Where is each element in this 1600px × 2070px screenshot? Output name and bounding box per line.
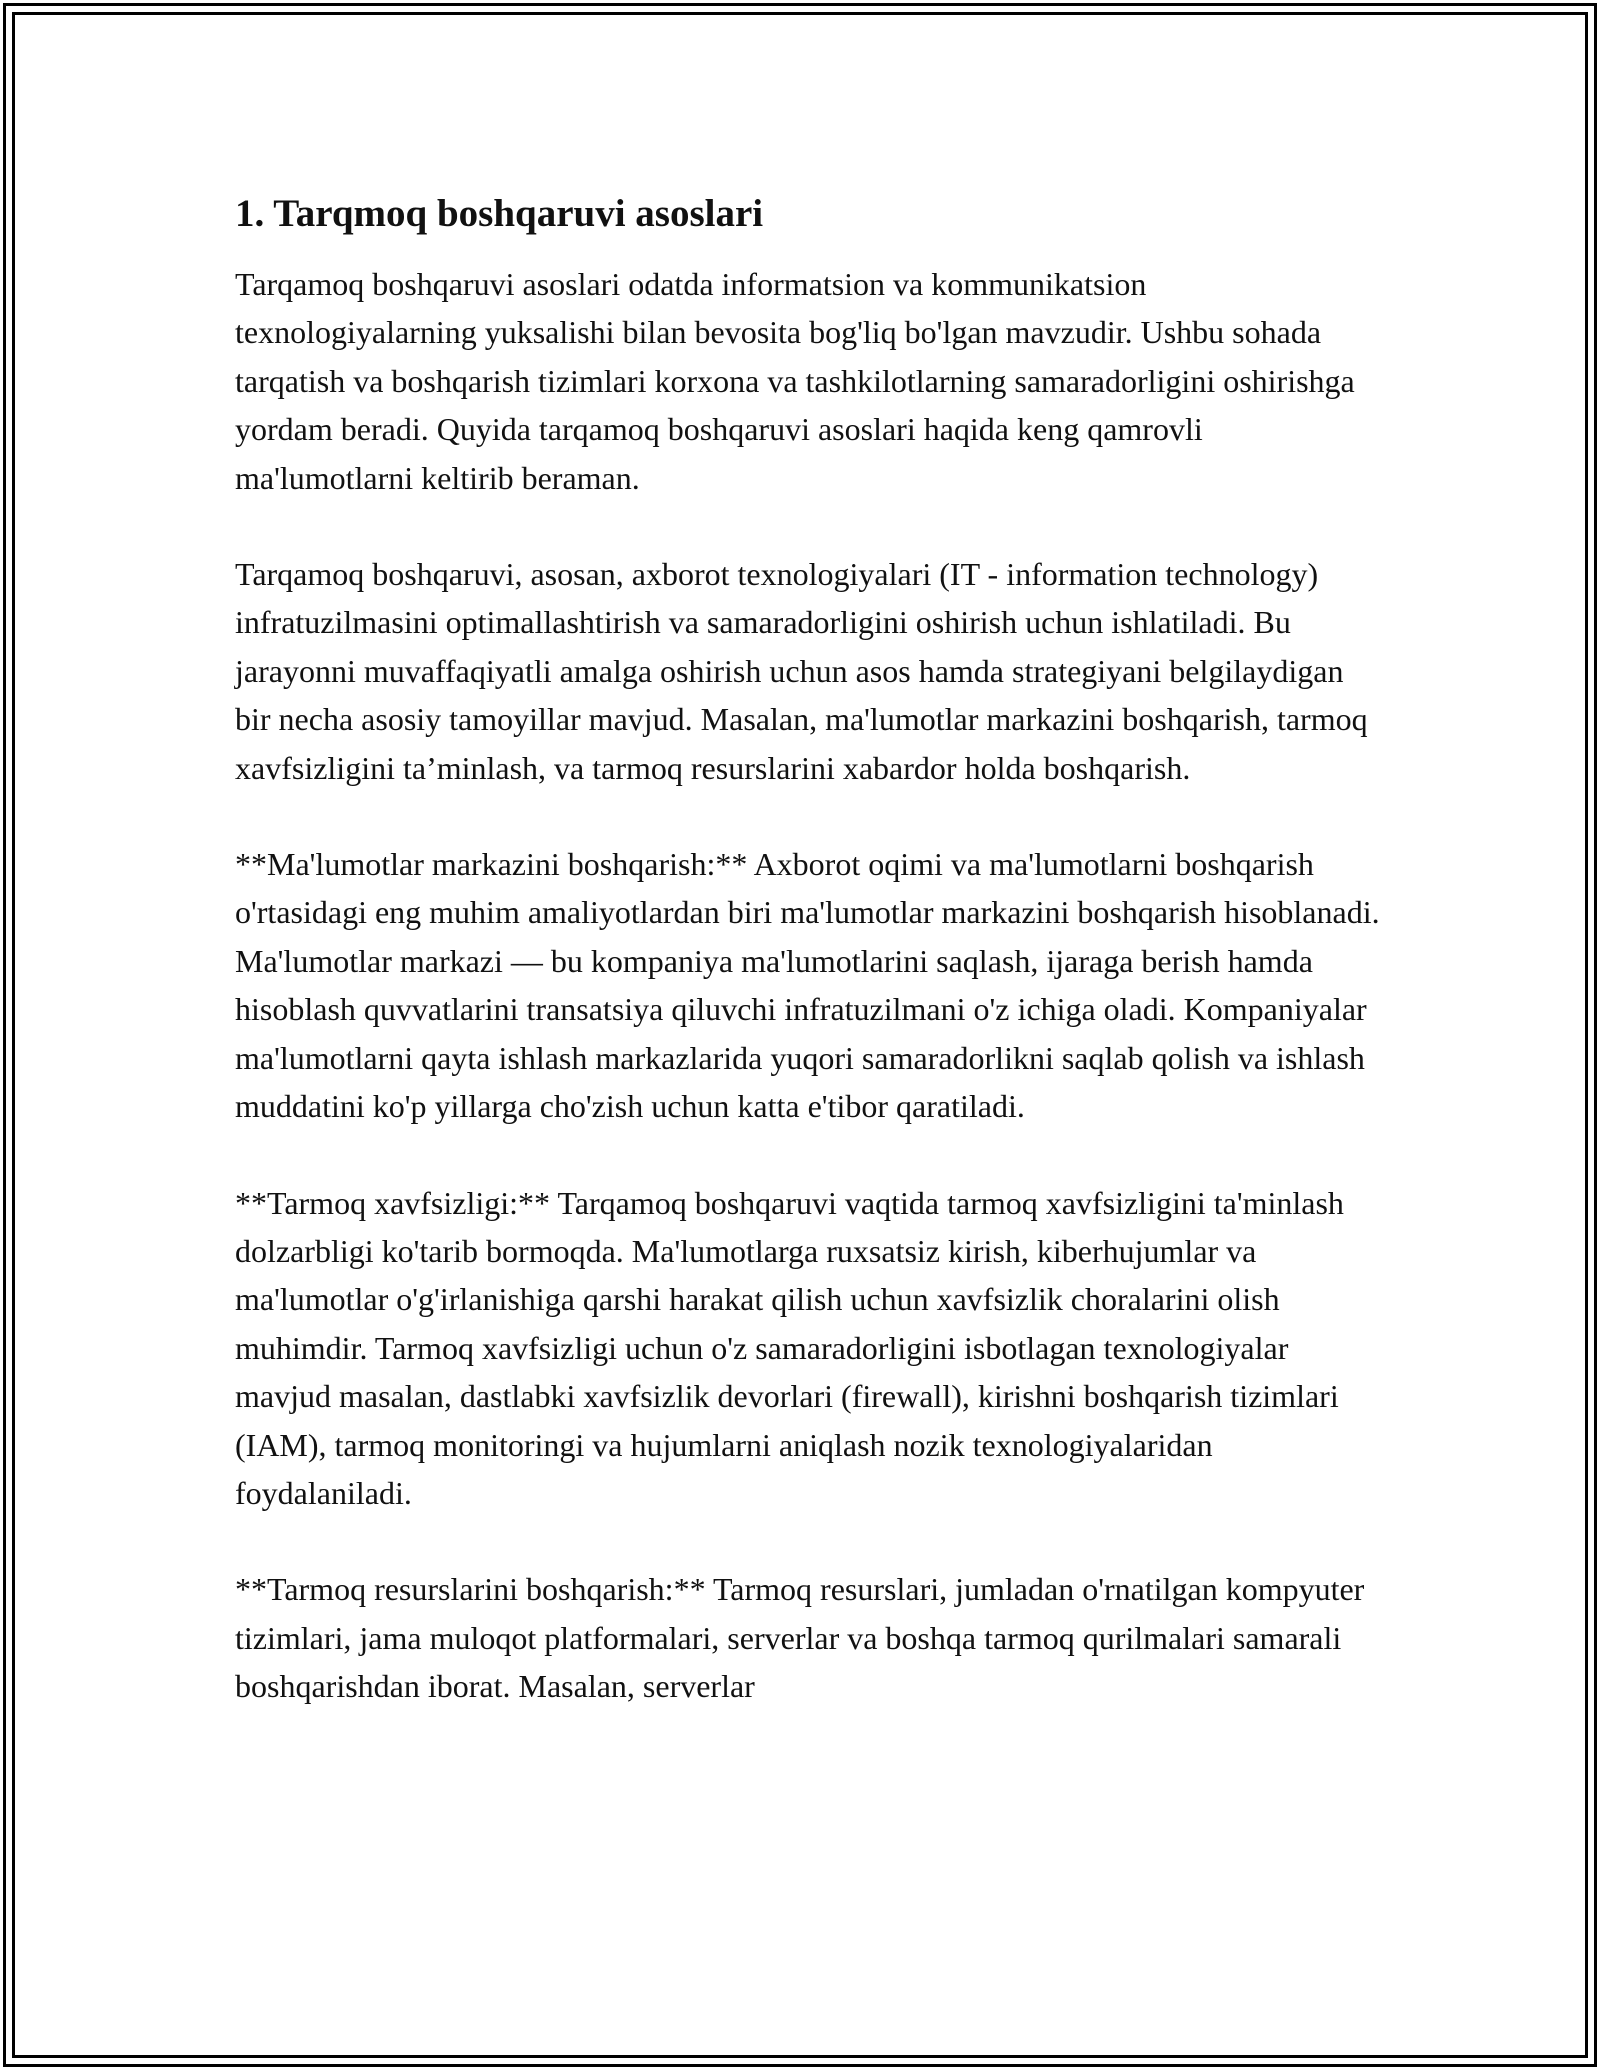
paragraph-network-security: **Tarmoq xavfsizligi:** Tarqamoq boshqaruvi vaqtida tarmoq xavfsizligini ta'minlash dolzarbligi ko'tarib bormoqda. Ma'lumotlarga ruxsatsiz kirish, kiberhujumlar va ma'lumotlar o'g'irlanishiga qarshi harakat qilish uchun xavfsizlik choralarini olish muhimdir. Tarmoq xavfsizligi uchun o'z samaradorligini isbotlagan texnologiyalar mavjud masalan, dastlabki xavfsizlik devorlari (firewall), kirishni boshqarish tizimlari (IAM), tarmoq monitoringi va hujumlarni aniqlash nozik texnologiyalaridan foydalaniladi. <box>235 1184 1344 1511</box>
paragraph-principles: Tarqamoq boshqaruvi, asosan, axborot texnologiyalari (IT - information technology) infratuzilmasini optimallashtirish va samaradorligini oshirish uchun ishlatiladi. Bu jarayonni muvaffaqiyatli amalga oshirish uchun asos hamda strategiyani belgilaydigan bir necha asosiy tamoyillar mavjud. Masalan, ma'lumotlar markazini boshqarish, tarmoq xavfsizligini ta’minlash, va tarmoq resurslarini xabardor holda boshqarish. <box>235 556 1368 786</box>
document-body <box>235 186 1395 1759</box>
document-title: 1. Tarqmoq boshqaruvi asoslari <box>235 192 764 235</box>
paragraph-intro: Tarqamoq boshqaruvi asoslari odatda informatsion va kommunikatsion texnologiyalarning yuksalishi bilan bevosita bog'liq bo'lgan mavzudir. Ushbu sohada tarqatish va boshqarish tizimlari korxona va tashkilotlarning samaradorligini oshirishga yordam beradi. Quyida tarqamoq boshqaruvi asoslari haqida keng qamrovli ma'lumotlarni keltirib beraman. <box>235 266 1355 496</box>
paragraph-network-resources: **Tarmoq resurslarini boshqarish:** Tarmoq resurslari, jumladan o'rnatilgan kompyuter tizimlari, jama muloqot platformalari, serverlar va boshqa tarmoq qurilmalari samarali boshqarishdan iborat. Masalan, serverlar <box>235 1571 1365 1705</box>
paragraph-data-center: **Ma'lumotlar markazini boshqarish:** Axborot oqimi va ma'lumotlarni boshqarish o'rtasidagi eng muhim amaliyotlardan biri ma'lumotlar markazini boshqarish hisoblanadi. Ma'lumotlar markazi — bu kompaniya ma'lumotlarini saqlash, ijaraga berish hamda hisoblash quvvatlarini transatsiya qiluvchi infratuzilmani o'z ichiga oladi. Kompaniyalar ma'lumotlarni qayta ishlash markazlarida yuqori samaradorlikni saqlab qolish va ishlash muddatini ko'p yillarga cho'zish uchun katta e'tibor qaratiladi. <box>235 846 1380 1125</box>
